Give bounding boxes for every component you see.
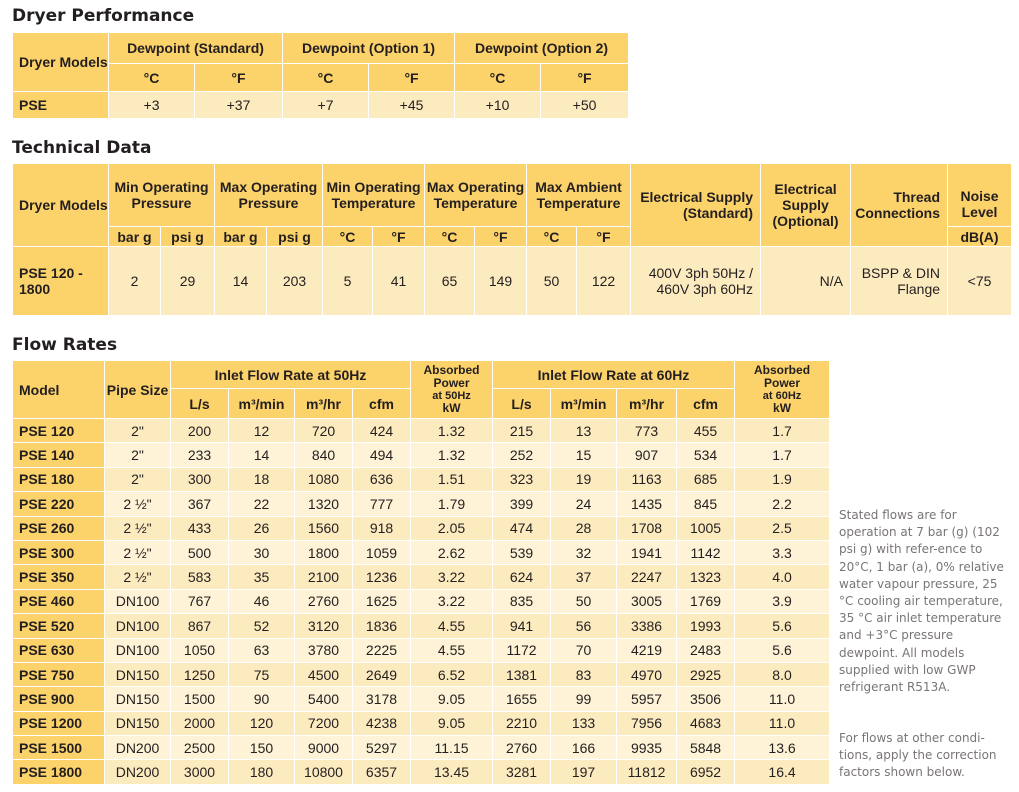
fr-pipe-cell: 2" xyxy=(105,419,171,443)
fr-value-50hz: 2500 xyxy=(171,736,229,760)
fr-value-60hz: 1708 xyxy=(617,516,677,540)
fr-value-50hz: 2760 xyxy=(295,589,353,613)
fr-model-cell: PSE 630 xyxy=(13,638,105,662)
fr-value-60hz: 941 xyxy=(493,614,551,638)
fr-pipe-cell: DN100 xyxy=(105,589,171,613)
dryer-performance-title: Dryer Performance xyxy=(12,6,195,26)
fr-value-60hz: 6952 xyxy=(677,760,735,784)
fr-value-50hz: 26 xyxy=(229,516,295,540)
fr-value-60hz: 166 xyxy=(551,736,617,760)
dp-group-option2: Dewpoint (Option 2) xyxy=(455,33,629,64)
td-noise-unit: dB(A) xyxy=(948,227,1012,247)
fr-power50-header xyxy=(411,361,493,419)
td-min-pressure-header: Min Operating Pressure xyxy=(109,164,215,227)
fr-inlet50-header: Inlet Flow Rate at 50Hz xyxy=(171,361,411,389)
technical-data-table xyxy=(12,163,1012,316)
td-elec-standard-value: 400V 3ph 50Hz / 460V 3ph 60Hz xyxy=(631,247,761,316)
td-noise-value: <75 xyxy=(948,247,1012,316)
dp-group-option1: Dewpoint (Option 1) xyxy=(283,33,455,64)
fr-value-60hz: 4219 xyxy=(617,638,677,662)
fr-power-label: Absorbed Power xyxy=(754,363,811,390)
dp-unit: °C xyxy=(109,64,195,92)
fr-value-60hz: 83 xyxy=(551,662,617,686)
td-elec-optional-value: N/A xyxy=(761,247,851,316)
fr-value-50hz: 867 xyxy=(171,614,229,638)
fr-power-50hz: 11.15 xyxy=(411,736,493,760)
fr-value-50hz: 3780 xyxy=(295,638,353,662)
fr-value-50hz: 1560 xyxy=(295,516,353,540)
td-value: 29 xyxy=(161,247,215,316)
td-min-temp-header: Min Operating Temperature xyxy=(323,164,425,227)
fr-power-label: Absorbed Power xyxy=(423,363,480,390)
fr-value-60hz: 474 xyxy=(493,516,551,540)
fr-value-60hz: 1163 xyxy=(617,467,677,491)
fr-value-60hz: 2925 xyxy=(677,662,735,686)
table-row xyxy=(13,662,830,686)
fr-power-50hz: 1.79 xyxy=(411,492,493,516)
fr-value-60hz: 32 xyxy=(551,540,617,564)
dp-unit: °F xyxy=(369,64,455,92)
fr-value-60hz: 907 xyxy=(617,443,677,467)
fr-value-50hz: 46 xyxy=(229,589,295,613)
fr-power-60hz: 1.7 xyxy=(735,419,830,443)
fr-pipe-cell: 2 ½" xyxy=(105,540,171,564)
fr-value-60hz: 252 xyxy=(493,443,551,467)
fr-pipe-cell: 2 ½" xyxy=(105,565,171,589)
fr-value-50hz: 3178 xyxy=(353,687,411,711)
fr-value-50hz: 3120 xyxy=(295,614,353,638)
fr-power-60hz: 5.6 xyxy=(735,638,830,662)
fr-pipe-cell: DN100 xyxy=(105,614,171,638)
fr-value-60hz: 133 xyxy=(551,711,617,735)
fr-power-60hz: 11.0 xyxy=(735,687,830,711)
fr-value-50hz: 777 xyxy=(353,492,411,516)
fr-power-60hz: 1.9 xyxy=(735,467,830,491)
fr-pipe-header: Pipe Size xyxy=(105,361,171,419)
fr-value-60hz: 1435 xyxy=(617,492,677,516)
fr-model-cell: PSE 140 xyxy=(13,443,105,467)
dp-value: +37 xyxy=(195,92,283,119)
fr-value-50hz: 75 xyxy=(229,662,295,686)
td-unit: °F xyxy=(373,227,425,247)
fr-value-50hz: 150 xyxy=(229,736,295,760)
fr-value-60hz: 3281 xyxy=(493,760,551,784)
fr-power-50hz: 1.51 xyxy=(411,467,493,491)
fr-value-60hz: 24 xyxy=(551,492,617,516)
fr-value-50hz: 1059 xyxy=(353,540,411,564)
fr-value-60hz: 50 xyxy=(551,589,617,613)
fr-value-50hz: 636 xyxy=(353,467,411,491)
fr-value-50hz: 1625 xyxy=(353,589,411,613)
fr-power-60hz: 5.6 xyxy=(735,614,830,638)
table-row xyxy=(13,516,830,540)
fr-unit: m³/min xyxy=(551,389,617,419)
td-unit: psi g xyxy=(267,227,323,247)
fr-kw-label: kW xyxy=(773,401,792,415)
fr-value-50hz: 300 xyxy=(171,467,229,491)
fr-power-60hz: 13.6 xyxy=(735,736,830,760)
fr-value-50hz: 500 xyxy=(171,540,229,564)
td-value: 149 xyxy=(475,247,527,316)
fr-value-50hz: 2100 xyxy=(295,565,353,589)
fr-value-60hz: 624 xyxy=(493,565,551,589)
fr-kw-label: kW xyxy=(442,401,461,415)
fr-model-cell: PSE 180 xyxy=(13,467,105,491)
table-row xyxy=(13,492,830,516)
fr-power-60hz: 2.2 xyxy=(735,492,830,516)
fr-value-60hz: 7956 xyxy=(617,711,677,735)
fr-value-50hz: 180 xyxy=(229,760,295,784)
flow-rates-body xyxy=(13,419,830,785)
fr-value-50hz: 494 xyxy=(353,443,411,467)
fr-value-60hz: 215 xyxy=(493,419,551,443)
dp-model-header: Dryer Models xyxy=(13,33,109,92)
td-unit: bar g xyxy=(215,227,267,247)
fr-unit: m³/hr xyxy=(617,389,677,419)
td-max-pressure-header: Max Operating Pressure xyxy=(215,164,323,227)
dp-row-model: PSE xyxy=(13,92,109,119)
fr-at60-label: at 60Hz xyxy=(762,390,802,402)
td-value: 203 xyxy=(267,247,323,316)
fr-value-50hz: 233 xyxy=(171,443,229,467)
fr-value-50hz: 367 xyxy=(171,492,229,516)
fr-value-50hz: 1320 xyxy=(295,492,353,516)
fr-value-50hz: 14 xyxy=(229,443,295,467)
td-unit: °C xyxy=(323,227,373,247)
table-row xyxy=(13,565,830,589)
fr-power-50hz: 9.05 xyxy=(411,687,493,711)
fr-value-60hz: 197 xyxy=(551,760,617,784)
fr-value-60hz: 773 xyxy=(617,419,677,443)
table-row xyxy=(13,589,830,613)
fr-pipe-cell: DN100 xyxy=(105,638,171,662)
fr-value-60hz: 28 xyxy=(551,516,617,540)
fr-value-60hz: 1172 xyxy=(493,638,551,662)
fr-value-60hz: 1323 xyxy=(677,565,735,589)
fr-model-cell: PSE 350 xyxy=(13,565,105,589)
fr-value-50hz: 1250 xyxy=(171,662,229,686)
dp-unit: °F xyxy=(195,64,283,92)
fr-power-60hz: 11.0 xyxy=(735,711,830,735)
fr-value-50hz: 424 xyxy=(353,419,411,443)
fr-value-60hz: 3386 xyxy=(617,614,677,638)
fr-value-60hz: 19 xyxy=(551,467,617,491)
fr-pipe-cell: DN150 xyxy=(105,711,171,735)
fr-value-50hz: 1050 xyxy=(171,638,229,662)
dp-group-standard: Dewpoint (Standard) xyxy=(109,33,283,64)
fr-value-60hz: 4683 xyxy=(677,711,735,735)
td-noise-header: Noise Level xyxy=(948,164,1012,227)
fr-pipe-cell: 2" xyxy=(105,443,171,467)
fr-power-50hz: 1.32 xyxy=(411,443,493,467)
td-value: 41 xyxy=(373,247,425,316)
fr-power-50hz: 13.45 xyxy=(411,760,493,784)
fr-value-60hz: 1005 xyxy=(677,516,735,540)
fr-value-50hz: 767 xyxy=(171,589,229,613)
fr-value-60hz: 2760 xyxy=(493,736,551,760)
dp-value: +50 xyxy=(541,92,629,119)
fr-value-50hz: 720 xyxy=(295,419,353,443)
fr-power-50hz: 9.05 xyxy=(411,711,493,735)
fr-value-60hz: 37 xyxy=(551,565,617,589)
fr-value-50hz: 22 xyxy=(229,492,295,516)
td-value: 50 xyxy=(527,247,577,316)
fr-value-50hz: 7200 xyxy=(295,711,353,735)
fr-value-60hz: 1381 xyxy=(493,662,551,686)
td-value: 2 xyxy=(109,247,161,316)
table-row xyxy=(13,736,830,760)
fr-power-60hz: 16.4 xyxy=(735,760,830,784)
fr-model-cell: PSE 1800 xyxy=(13,760,105,784)
td-value: 14 xyxy=(215,247,267,316)
fr-model-header: Model xyxy=(13,361,105,419)
td-max-temp-header: Max Operating Temperature xyxy=(425,164,527,227)
td-unit: °F xyxy=(475,227,527,247)
fr-value-50hz: 1500 xyxy=(171,687,229,711)
fr-value-60hz: 11812 xyxy=(617,760,677,784)
fr-model-cell: PSE 260 xyxy=(13,516,105,540)
table-row xyxy=(13,443,830,467)
fr-model-cell: PSE 750 xyxy=(13,662,105,686)
fr-pipe-cell: DN200 xyxy=(105,760,171,784)
td-value: 122 xyxy=(577,247,631,316)
fr-value-60hz: 845 xyxy=(677,492,735,516)
fr-power-50hz: 3.22 xyxy=(411,565,493,589)
fr-value-50hz: 52 xyxy=(229,614,295,638)
dryer-performance-table xyxy=(12,32,629,119)
fr-value-50hz: 2225 xyxy=(353,638,411,662)
fr-value-50hz: 9000 xyxy=(295,736,353,760)
fr-at50-label: at 50Hz xyxy=(432,390,471,402)
fr-value-50hz: 583 xyxy=(171,565,229,589)
fr-power-60hz: 8.0 xyxy=(735,662,830,686)
fr-value-60hz: 685 xyxy=(677,467,735,491)
dp-value: +45 xyxy=(369,92,455,119)
fr-value-50hz: 4500 xyxy=(295,662,353,686)
fr-value-60hz: 3506 xyxy=(677,687,735,711)
fr-value-60hz: 5957 xyxy=(617,687,677,711)
fr-value-60hz: 13 xyxy=(551,419,617,443)
fr-value-50hz: 200 xyxy=(171,419,229,443)
fr-power-60hz: 4.0 xyxy=(735,565,830,589)
fr-value-50hz: 35 xyxy=(229,565,295,589)
fr-value-50hz: 918 xyxy=(353,516,411,540)
fr-unit: L/s xyxy=(171,389,229,419)
fr-power-60hz: 3.3 xyxy=(735,540,830,564)
fr-value-60hz: 2247 xyxy=(617,565,677,589)
table-row xyxy=(13,614,830,638)
fr-value-60hz: 70 xyxy=(551,638,617,662)
fr-pipe-cell: DN150 xyxy=(105,687,171,711)
fr-value-60hz: 4970 xyxy=(617,662,677,686)
fr-power-60hz: 3.9 xyxy=(735,589,830,613)
td-elec-optional-header: Electrical Supply (Optional) xyxy=(761,164,851,247)
fr-model-cell: PSE 520 xyxy=(13,614,105,638)
fr-inlet60-header: Inlet Flow Rate at 60Hz xyxy=(493,361,735,389)
td-max-ambient-header: Max Ambient Temperature xyxy=(527,164,631,227)
fr-pipe-cell: 2" xyxy=(105,467,171,491)
fr-pipe-cell: DN200 xyxy=(105,736,171,760)
fr-value-50hz: 30 xyxy=(229,540,295,564)
fr-model-cell: PSE 120 xyxy=(13,419,105,443)
fr-pipe-cell: 2 ½" xyxy=(105,516,171,540)
fr-unit: cfm xyxy=(677,389,735,419)
fr-value-60hz: 2483 xyxy=(677,638,735,662)
fr-value-50hz: 840 xyxy=(295,443,353,467)
td-unit: °C xyxy=(425,227,475,247)
fr-value-50hz: 433 xyxy=(171,516,229,540)
fr-value-60hz: 1941 xyxy=(617,540,677,564)
fr-value-50hz: 90 xyxy=(229,687,295,711)
fr-model-cell: PSE 900 xyxy=(13,687,105,711)
fr-value-60hz: 1655 xyxy=(493,687,551,711)
fr-power-50hz: 1.32 xyxy=(411,419,493,443)
table-row xyxy=(13,711,830,735)
fr-value-60hz: 1142 xyxy=(677,540,735,564)
fr-model-cell: PSE 1200 xyxy=(13,711,105,735)
fr-power-50hz: 6.52 xyxy=(411,662,493,686)
dp-value: +7 xyxy=(283,92,369,119)
table-row xyxy=(13,540,830,564)
td-value: 65 xyxy=(425,247,475,316)
technical-data-title: Technical Data xyxy=(12,138,152,158)
fr-value-50hz: 1080 xyxy=(295,467,353,491)
fr-value-60hz: 5848 xyxy=(677,736,735,760)
fr-model-cell: PSE 220 xyxy=(13,492,105,516)
table-row xyxy=(13,760,830,784)
fr-value-60hz: 539 xyxy=(493,540,551,564)
fr-value-50hz: 1800 xyxy=(295,540,353,564)
fr-value-60hz: 1993 xyxy=(677,614,735,638)
fr-unit: m³/min xyxy=(229,389,295,419)
fr-value-50hz: 120 xyxy=(229,711,295,735)
fr-value-60hz: 99 xyxy=(551,687,617,711)
td-unit: °C xyxy=(527,227,577,247)
fr-unit: L/s xyxy=(493,389,551,419)
td-elec-standard-header: Electrical Supply (Standard) xyxy=(631,164,761,247)
fr-power-60hz: 2.5 xyxy=(735,516,830,540)
fr-power-50hz: 2.05 xyxy=(411,516,493,540)
fr-value-50hz: 63 xyxy=(229,638,295,662)
td-model-header: Dryer Models xyxy=(13,164,109,247)
fr-power-60hz: 1.7 xyxy=(735,443,830,467)
table-row xyxy=(13,687,830,711)
fr-pipe-cell: DN150 xyxy=(105,662,171,686)
fr-power-50hz: 4.55 xyxy=(411,614,493,638)
fr-power-50hz: 4.55 xyxy=(411,638,493,662)
table-row xyxy=(13,467,830,491)
table-row xyxy=(13,419,830,443)
fr-value-50hz: 4238 xyxy=(353,711,411,735)
fr-value-60hz: 15 xyxy=(551,443,617,467)
fr-value-60hz: 3005 xyxy=(617,589,677,613)
fr-value-60hz: 9935 xyxy=(617,736,677,760)
dp-unit: °C xyxy=(283,64,369,92)
fr-value-60hz: 534 xyxy=(677,443,735,467)
fr-model-cell: PSE 300 xyxy=(13,540,105,564)
td-row-model: PSE 120 - 1800 xyxy=(13,247,109,316)
fr-value-50hz: 2000 xyxy=(171,711,229,735)
fr-value-60hz: 1769 xyxy=(677,589,735,613)
fr-value-50hz: 1236 xyxy=(353,565,411,589)
fr-model-cell: PSE 1500 xyxy=(13,736,105,760)
td-value: 5 xyxy=(323,247,373,316)
fr-value-50hz: 2649 xyxy=(353,662,411,686)
td-unit: °F xyxy=(577,227,631,247)
fr-value-50hz: 12 xyxy=(229,419,295,443)
fr-value-60hz: 835 xyxy=(493,589,551,613)
fr-power60-header xyxy=(735,361,830,419)
dp-unit: °F xyxy=(541,64,629,92)
flow-rates-title: Flow Rates xyxy=(12,335,118,355)
fr-value-50hz: 18 xyxy=(229,467,295,491)
fr-model-cell: PSE 460 xyxy=(13,589,105,613)
fr-value-60hz: 2210 xyxy=(493,711,551,735)
td-thread-header: Thread Connections xyxy=(851,164,948,247)
fr-value-50hz: 6357 xyxy=(353,760,411,784)
fr-value-50hz: 10800 xyxy=(295,760,353,784)
fr-unit: cfm xyxy=(353,389,411,419)
flow-note-correction: For flows at other condi-tions, apply the correction factors shown below. xyxy=(839,731,997,780)
fr-pipe-cell: 2 ½" xyxy=(105,492,171,516)
fr-unit: m³/hr xyxy=(295,389,353,419)
td-unit: psi g xyxy=(161,227,215,247)
dp-value: +10 xyxy=(455,92,541,119)
fr-value-50hz: 5297 xyxy=(353,736,411,760)
fr-power-50hz: 3.22 xyxy=(411,589,493,613)
dp-unit: °C xyxy=(455,64,541,92)
fr-value-50hz: 3000 xyxy=(171,760,229,784)
flow-rates-table xyxy=(12,360,830,785)
fr-value-60hz: 56 xyxy=(551,614,617,638)
td-thread-value: BSPP & DIN Flange xyxy=(851,247,948,316)
fr-value-60hz: 323 xyxy=(493,467,551,491)
flow-note-conditions: Stated flows are for operation at 7 bar (g) (102 psi g) with refer-ence to 20°C, 1 bar (a), 0% relative water vapour pressure, 25 °C cooling air temperature, 35 °C air inlet temperature and +3°C pressure dewpoint. All models supplied with low GWP refrigerant R513A. xyxy=(839,508,1004,695)
fr-value-60hz: 455 xyxy=(677,419,735,443)
fr-value-50hz: 1836 xyxy=(353,614,411,638)
td-unit: bar g xyxy=(109,227,161,247)
fr-value-50hz: 5400 xyxy=(295,687,353,711)
dp-value: +3 xyxy=(109,92,195,119)
fr-value-60hz: 399 xyxy=(493,492,551,516)
fr-power-50hz: 2.62 xyxy=(411,540,493,564)
table-row xyxy=(13,638,830,662)
